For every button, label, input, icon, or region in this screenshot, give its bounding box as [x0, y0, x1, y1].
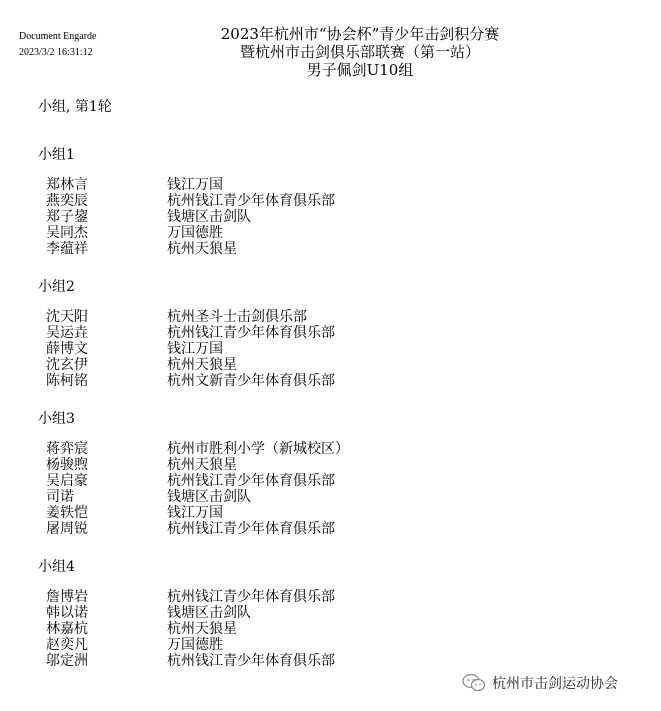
document-title-line3: 男子佩剑U10组: [306, 61, 414, 79]
fencer-name: 吴同杰: [46, 225, 88, 241]
fencer-club: 杭州天狼星: [167, 241, 237, 257]
group-title: 小组3: [38, 411, 75, 427]
fencer-row: [46, 489, 446, 505]
fencer-row: [46, 341, 446, 357]
document-title-line2: 暨杭州市击剑俱乐部联赛（第一站）: [239, 43, 480, 61]
fencer-row: [46, 225, 446, 241]
fencer-name: 司诺: [46, 489, 74, 505]
fencer-club: 杭州天狼星: [167, 457, 237, 473]
fencer-name: 姜轶恺: [46, 505, 88, 521]
fencer-row: [46, 193, 446, 209]
fencer-name: 郑子鋆: [46, 209, 88, 225]
fencer-name: 沈玄伊: [46, 357, 88, 373]
watermark-text: 杭州市击剑运动协会: [492, 676, 618, 692]
fencer-name: 屠周锐: [46, 521, 88, 537]
fencer-club: 杭州天狼星: [167, 357, 237, 373]
fencer-name: 沈天阳: [46, 309, 88, 325]
fencer-name: 李蕴祥: [46, 241, 88, 257]
group-title: 小组2: [38, 279, 75, 295]
fencer-row: [46, 605, 446, 621]
fencer-row: [46, 177, 446, 193]
software-label: Document Engarde: [19, 31, 97, 42]
fencer-row: [46, 589, 446, 605]
fencer-name: 韩以诺: [46, 605, 88, 621]
fencer-club: 万国德胜: [167, 225, 223, 241]
fencer-club: 杭州天狼星: [167, 621, 237, 637]
fencer-club: 杭州钱江青少年体育俱乐部: [167, 325, 335, 341]
fencer-name: 吴运垚: [46, 325, 88, 341]
group-title: 小组4: [38, 559, 75, 575]
fencer-club: 杭州钱江青少年体育俱乐部: [167, 193, 335, 209]
fencer-name: 郑林言: [46, 177, 88, 193]
fencer-club: 杭州文新青少年体育俱乐部: [167, 373, 335, 389]
fencer-club: 钱塘区击剑队: [167, 489, 251, 505]
group-title: 小组1: [38, 147, 75, 163]
fencer-name: 薛博文: [46, 341, 88, 357]
fencer-club: 杭州钱江青少年体育俱乐部: [167, 589, 335, 605]
fencer-row: [46, 357, 446, 373]
fencer-name: 杨骏煦: [46, 457, 88, 473]
fencer-row: [46, 621, 446, 637]
fencer-club: 钱塘区击剑队: [167, 209, 251, 225]
fencer-row: [46, 441, 446, 457]
fencer-row: [46, 653, 446, 669]
fencer-row: [46, 309, 446, 325]
fencer-row: [46, 241, 446, 257]
watermark: [462, 673, 618, 693]
fencer-name: 陈柯铭: [46, 373, 88, 389]
fencer-row: [46, 521, 446, 537]
fencer-row: [46, 209, 446, 225]
fencer-row: [46, 373, 446, 389]
fencer-name: 詹博岩: [46, 589, 88, 605]
fencer-name: 林嘉杭: [46, 621, 88, 637]
fencer-row: [46, 325, 446, 341]
fencer-club: 杭州钱江青少年体育俱乐部: [167, 653, 335, 669]
fencer-club: 杭州钱江青少年体育俱乐部: [167, 473, 335, 489]
fencer-club: 杭州圣斗士击剑俱乐部: [167, 309, 307, 325]
fencer-row: [46, 505, 446, 521]
fencer-club: 杭州市胜利小学（新城校区）: [167, 441, 349, 457]
fencer-club: 杭州钱江青少年体育俱乐部: [167, 521, 335, 537]
fencer-row: [46, 457, 446, 473]
fencer-row: [46, 473, 446, 489]
fencer-name: 赵奕凡: [46, 637, 88, 653]
fencer-club: 钱江万国: [167, 177, 223, 193]
fencer-name: 邬定洲: [46, 653, 88, 669]
fencer-name: 吴启豪: [46, 473, 88, 489]
fencer-club: 钱塘区击剑队: [167, 605, 251, 621]
fencer-name: 蒋弈宸: [46, 441, 88, 457]
fencer-club: 万国德胜: [167, 637, 223, 653]
print-datetime: 2023/3/2 16:31:12: [19, 47, 93, 58]
fencer-name: 燕奕辰: [46, 193, 88, 209]
fencer-row: [46, 637, 446, 653]
round-label: 小组, 第1轮: [38, 99, 112, 115]
fencer-club: 钱江万国: [167, 341, 223, 357]
wechat-icon: [462, 673, 486, 693]
document-title-line1: 2023年杭州市“协会杯”青少年击剑积分赛: [220, 25, 500, 43]
fencer-club: 钱江万国: [167, 505, 223, 521]
